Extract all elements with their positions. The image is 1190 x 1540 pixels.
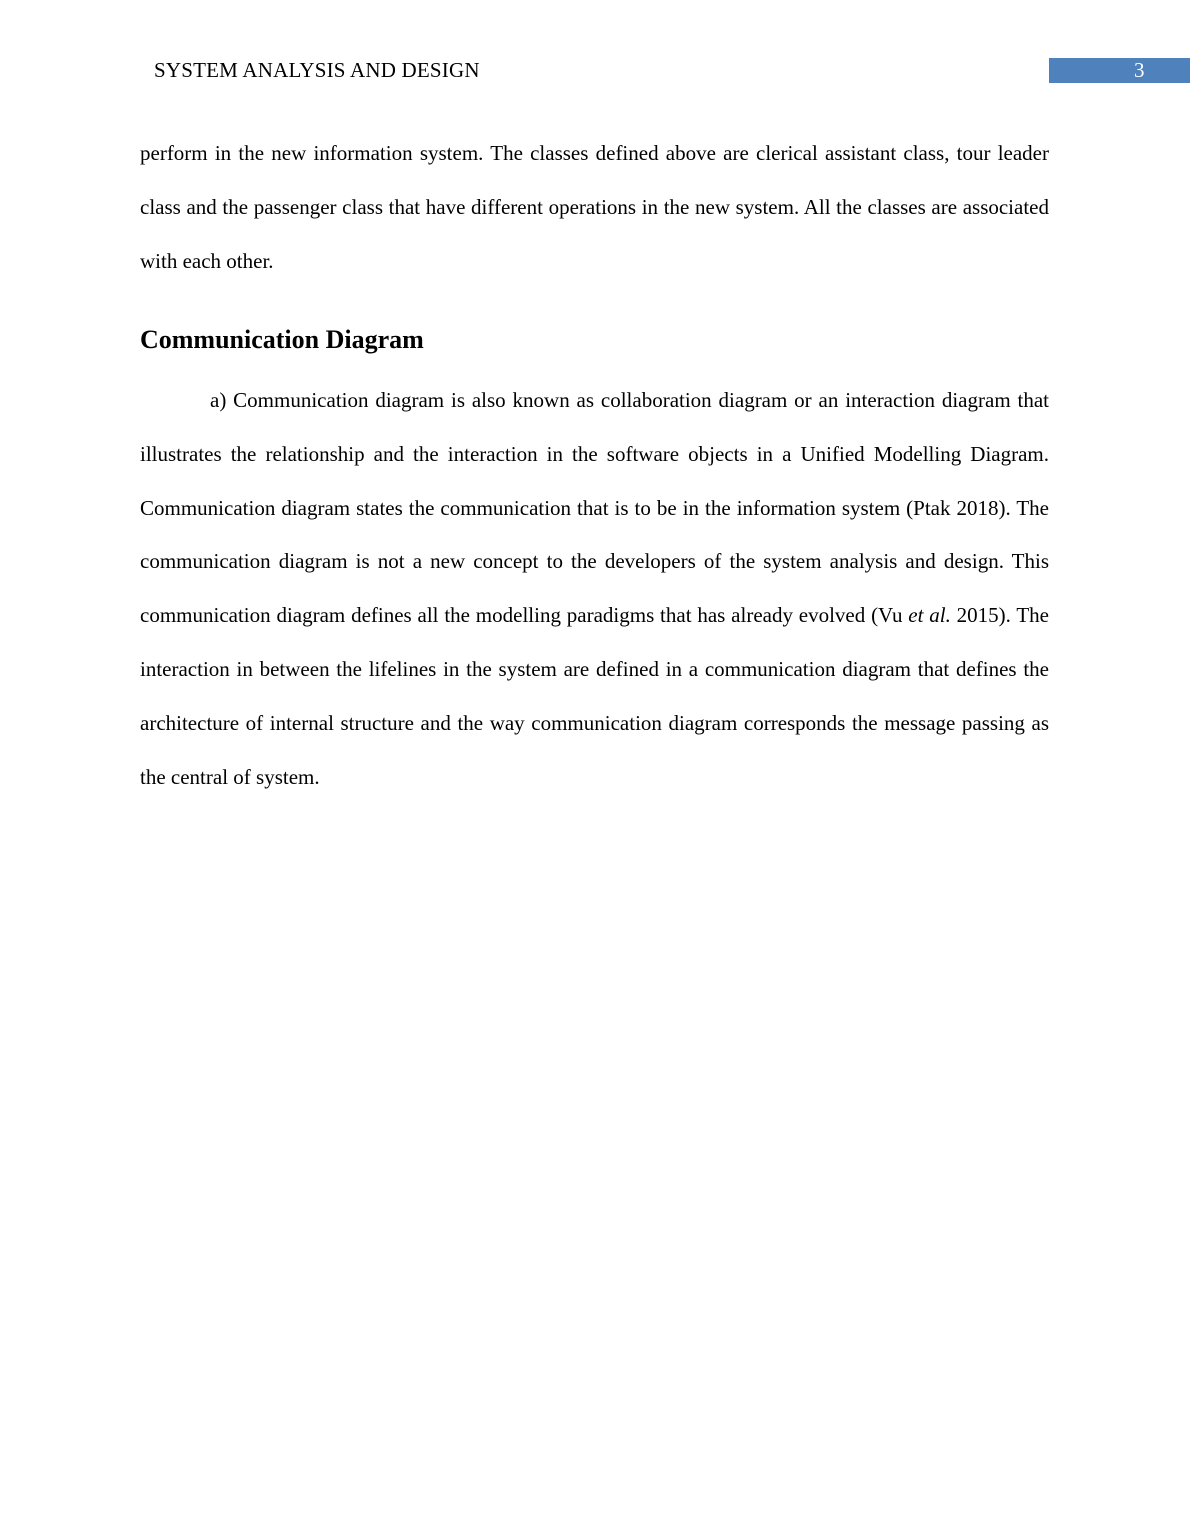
communication-diagram-paragraph xyxy=(140,374,1049,804)
italic-et-al: et al. xyxy=(908,603,951,628)
page-number: 3 xyxy=(1134,58,1145,82)
page-number-banner xyxy=(1049,58,1190,83)
section-heading: Communication Diagram xyxy=(140,325,424,354)
paragraph-text-after-citation: 2015). The interaction in between the lifelines in the system are defined in a communication diagram that defines the architecture of internal structure and the way communication diagram corresponds the message passing as the central of system. xyxy=(140,603,1049,789)
running-header-title: SYSTEM ANALYSIS AND DESIGN xyxy=(154,58,480,82)
continued-paragraph: perform in the new information system. The classes defined above are clerical assistant class, tour leader class and the passenger class that have different operations in the new system. All the classes are associated with each other. xyxy=(140,141,1049,273)
paragraph-text-before-citation: a) Communication diagram is also known as collaboration diagram or an interaction diagram that illustrates the relationship and the interaction in the software objects in a Unified Modelling Diagram. Communication diagram states the communication that is to be in the information system (Ptak 2018). The communication diagram is not a new concept to the developers of the system analysis and design. This communication diagram defines all the modelling paradigms that has already evolved (Vu xyxy=(140,388,1049,628)
